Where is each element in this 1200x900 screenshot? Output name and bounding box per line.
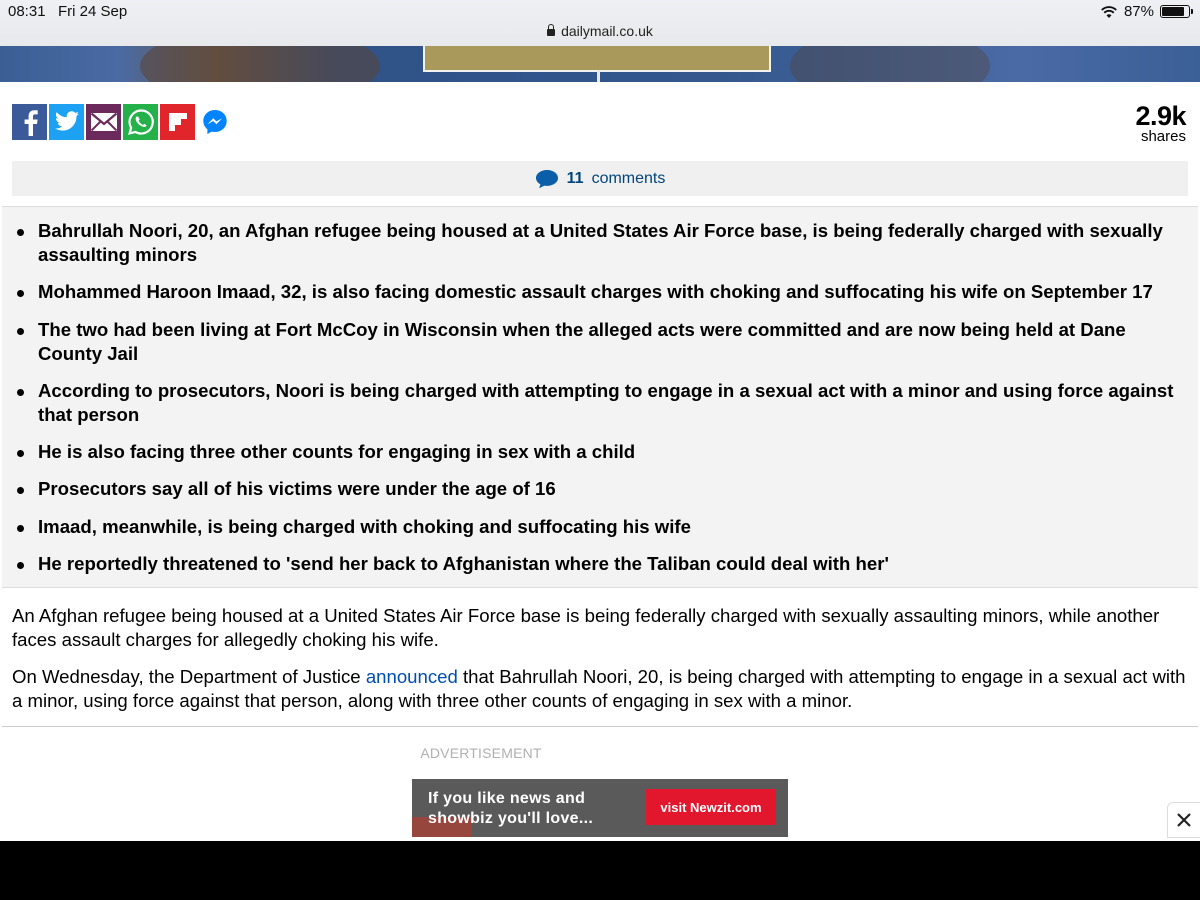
whatsapp-share-button[interactable] — [123, 104, 158, 140]
summary-bullet: Prosecutors say all of his victims were under the age of 16 — [38, 477, 1178, 501]
battery-icon — [1160, 5, 1190, 18]
summary-bullet: The two had been living at Fort McCoy in Wisconsin when the alleged acts were committed and are now being held at Dane County Jail — [38, 318, 1178, 366]
summary-bullet: Mohammed Haroon Imaad, 32, is also facing domestic assault charges with choking and suffocating his wife on September 17 — [38, 280, 1178, 304]
share-count-number: 2.9k — [1135, 101, 1186, 131]
address-bar[interactable] — [0, 23, 1200, 39]
email-icon — [90, 112, 118, 132]
divider — [2, 726, 1198, 727]
comments-count: 11 — [566, 169, 584, 187]
whatsapp-icon — [127, 108, 155, 136]
status-bar — [0, 0, 1200, 46]
comments-link[interactable] — [12, 161, 1188, 196]
paragraph-text: On Wednesday, the Department of Justice — [12, 666, 366, 687]
ad-text-line: If you like news and — [428, 790, 586, 807]
share-bar — [12, 104, 232, 140]
visit-newzit-button[interactable]: visit Newzit.com — [646, 789, 776, 825]
facebook-icon — [19, 108, 41, 136]
close-icon — [1176, 812, 1192, 828]
paragraph-text: that Bahrullah Noori, 20, is being charged with attempting to engage in a sexual act with a minor, using force against that person, along with three other counts of engaging in sex with a minor. — [12, 666, 1186, 711]
twitter-share-button[interactable] — [49, 104, 84, 140]
article-paragraph — [12, 665, 1188, 713]
facebook-share-button[interactable] — [12, 104, 47, 140]
ad-banner[interactable] — [412, 779, 788, 837]
ad-text — [428, 789, 593, 829]
messenger-share-button[interactable] — [197, 104, 232, 140]
flipboard-share-button[interactable] — [160, 104, 195, 140]
image-plaque — [423, 46, 771, 72]
battery-percent: 87% — [1123, 3, 1154, 20]
wifi-icon — [1100, 5, 1118, 19]
status-date: Fri 24 Sep — [58, 3, 128, 20]
bottom-black-bar — [0, 841, 1200, 900]
share-count-label: shares — [1140, 128, 1186, 145]
summary-bullet: Bahrullah Noori, 20, an Afghan refugee being housed at a United States Air Force base, is being federally charged with sexually assaulting minors — [38, 219, 1178, 267]
article-image — [0, 46, 1200, 82]
lock-icon — [547, 29, 555, 36]
announced-link[interactable]: announced — [365, 666, 458, 687]
advertisement-label: ADVERTISEMENT — [420, 745, 542, 761]
summary-bullet: He reportedly threatened to 'send her back to Afghanistan where the Taliban could deal with her' — [38, 552, 1178, 576]
article-paragraph: An Afghan refugee being housed at a United States Air Force base is being federally charged with sexually assaulting minors, while another faces assault charges for allegedly choking his wife. — [12, 605, 1160, 650]
messenger-icon — [201, 108, 229, 136]
summary-bullet: He is also facing three other counts for engaging in sex with a child — [38, 440, 1178, 464]
summary-bullet: Imaad, meanwhile, is being charged with choking and suffocating his wife — [38, 515, 1178, 539]
comments-label: comments — [591, 169, 666, 187]
close-ad-button[interactable] — [1167, 802, 1200, 838]
article-summary-bullets — [2, 206, 1198, 588]
ad-text-line: showbiz you'll love... — [428, 810, 594, 827]
status-right — [1100, 3, 1190, 20]
summary-bullet: According to prosecutors, Noori is being charged with attempting to engage in a sexual act with a minor and using force against that person — [38, 379, 1178, 427]
comment-bubble-icon — [535, 169, 559, 189]
twitter-icon — [54, 111, 80, 133]
status-time: 08:31 — [8, 3, 46, 20]
email-share-button[interactable] — [86, 104, 121, 140]
flipboard-icon — [167, 111, 189, 133]
url-text: dailymail.co.uk — [561, 23, 653, 39]
share-count — [1135, 102, 1186, 144]
